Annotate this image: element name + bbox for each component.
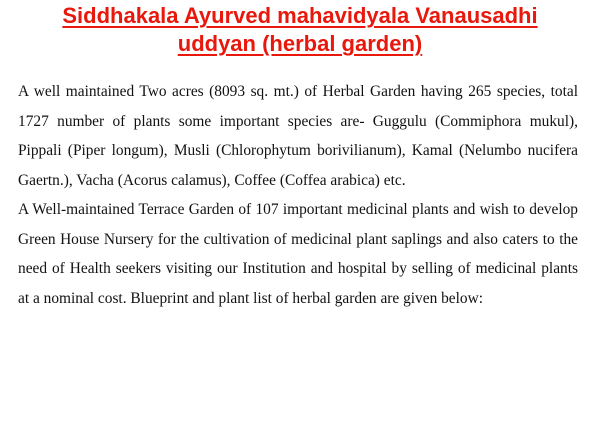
page-title-line-2: uddyan (herbal garden) <box>177 31 423 56</box>
page-title <box>0 2 600 58</box>
page-title-line-1: Siddhakala Ayurved mahavidyala Vanausadhi <box>62 3 538 28</box>
paragraph-terrace-garden: A Well-maintained Terrace Garden of 107 important medicinal plants and wish to develop Green House Nursery for the cultivation of medicinal plant saplings and also caters to the need of Health seekers visiting our Institution and hospital by selling of medicinal plants at a nominal cost. Blueprint and plant list of herbal garden are given below: <box>18 201 578 307</box>
body-text <box>18 77 578 313</box>
paragraph-herbal-garden: A well maintained Two acres (8093 sq. mt.) of Herbal Garden having 265 species, total 1727 number of plants some important species are- Guggulu (Commiphora mukul), Pippali (Piper longum), Musli (Chlorophytum borivilianum), Kamal (Nelumbo nucifera Gaertn.), Vacha (Acorus calamus), Coffee (Coffea arabica) etc. <box>18 83 578 189</box>
